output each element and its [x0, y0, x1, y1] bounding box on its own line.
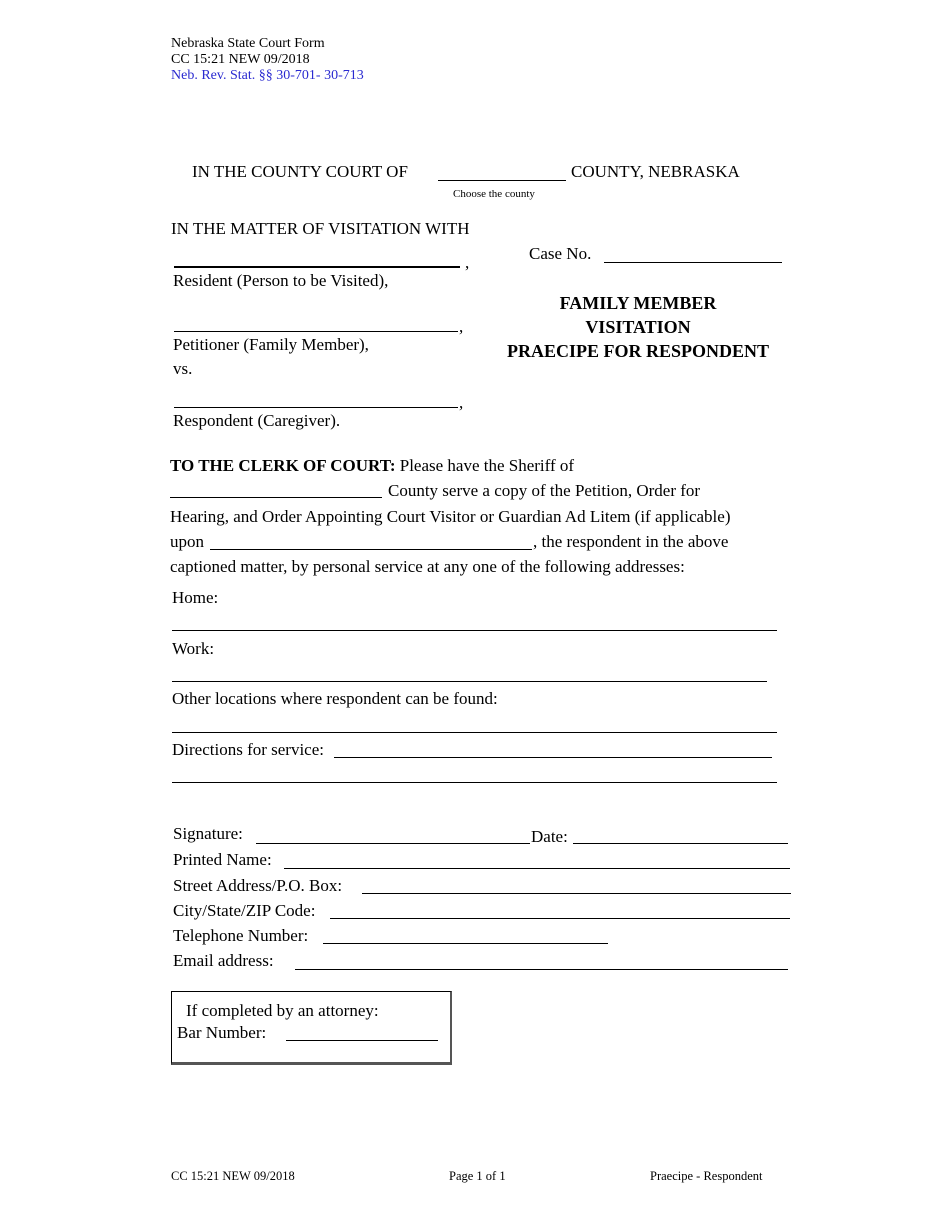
- respondent-name-field[interactable]: [174, 407, 458, 408]
- to-clerk-heading: TO THE CLERK OF COURT:: [170, 456, 396, 475]
- form-number: CC 15:21 NEW 09/2018: [171, 52, 310, 67]
- street-address-field[interactable]: [362, 893, 791, 894]
- respondent-served-field[interactable]: [210, 549, 532, 550]
- resident-label: Resident (Person to be Visited),: [173, 271, 389, 290]
- telephone-label: Telephone Number:: [173, 926, 309, 945]
- body-line-5: captioned matter, by personal service at any one of the following addresses:: [170, 557, 685, 576]
- email-field[interactable]: [295, 969, 788, 970]
- telephone-field[interactable]: [323, 943, 608, 944]
- home-label: Home:: [172, 588, 219, 607]
- directions-label: Directions for service:: [172, 740, 324, 759]
- attorney-label: If completed by an attorney:: [186, 1001, 379, 1020]
- date-label: Date:: [531, 827, 568, 846]
- versus-label: vs.: [173, 359, 193, 378]
- directions-field[interactable]: [334, 757, 772, 758]
- home-address-field[interactable]: [172, 630, 777, 631]
- footer-form-title: Praecipe - Respondent: [650, 1169, 763, 1183]
- title-line-3: PRAECIPE FOR RESPONDENT: [506, 341, 770, 361]
- petitioner-label: Petitioner (Family Member),: [173, 335, 369, 354]
- printed-name-field[interactable]: [284, 868, 790, 869]
- footer-form-number: CC 15:21 NEW 09/2018: [171, 1169, 295, 1183]
- court-prefix: IN THE COUNTY COURT OF: [192, 162, 408, 181]
- title-line-2: VISITATION: [585, 317, 691, 337]
- city-state-zip-label: City/State/ZIP Code:: [173, 901, 316, 920]
- bar-number-label: Bar Number:: [177, 1023, 267, 1042]
- court-suffix: COUNTY, NEBRASKA: [571, 162, 740, 181]
- comma: ,: [459, 393, 464, 412]
- body-line-2: County serve a copy of the Petition, Order for: [388, 481, 701, 500]
- other-locations-field[interactable]: [172, 732, 777, 733]
- respondent-label: Respondent (Caregiver).: [173, 411, 341, 430]
- document-title: [480, 291, 796, 363]
- sheriff-county-field[interactable]: [170, 497, 382, 498]
- signature-label: Signature:: [173, 824, 243, 843]
- work-label: Work:: [172, 639, 215, 658]
- footer-page-number: Page 1 of 1: [449, 1169, 506, 1183]
- city-state-zip-field[interactable]: [330, 918, 790, 919]
- street-address-label: Street Address/P.O. Box:: [173, 876, 343, 895]
- case-number-label: Case No.: [529, 244, 592, 263]
- body-line-4-rest: , the respondent in the above: [533, 532, 729, 551]
- bar-number-field[interactable]: [286, 1040, 438, 1041]
- email-label: Email address:: [173, 951, 274, 970]
- body-line-1: Please have the Sheriff of: [399, 456, 575, 475]
- date-field[interactable]: [573, 843, 788, 844]
- form-name: Nebraska State Court Form: [171, 36, 325, 51]
- title-line-1: FAMILY MEMBER: [559, 293, 717, 313]
- directions-field-line-2[interactable]: [172, 782, 777, 783]
- matter-heading: IN THE MATTER OF VISITATION WITH: [171, 219, 470, 238]
- clerk-instruction: [170, 456, 574, 476]
- comma: ,: [459, 317, 464, 336]
- work-address-field[interactable]: [172, 681, 767, 682]
- case-number-field[interactable]: [604, 262, 782, 263]
- printed-name-label: Printed Name:: [173, 850, 272, 869]
- comma: ,: [465, 253, 470, 272]
- other-locations-label: Other locations where respondent can be found:: [172, 689, 498, 708]
- county-hint: Choose the county: [453, 188, 535, 200]
- signature-field[interactable]: [256, 843, 530, 844]
- body-line-3: Hearing, and Order Appointing Court Visitor or Guardian Ad Litem (if applicable): [170, 507, 731, 526]
- petitioner-name-field[interactable]: [174, 331, 458, 332]
- resident-name-field[interactable]: [174, 266, 460, 268]
- county-field[interactable]: [438, 180, 566, 181]
- body-line-4-prefix: upon: [170, 532, 204, 551]
- statute-link[interactable]: Neb. Rev. Stat. §§ 30-701- 30-713: [171, 68, 364, 83]
